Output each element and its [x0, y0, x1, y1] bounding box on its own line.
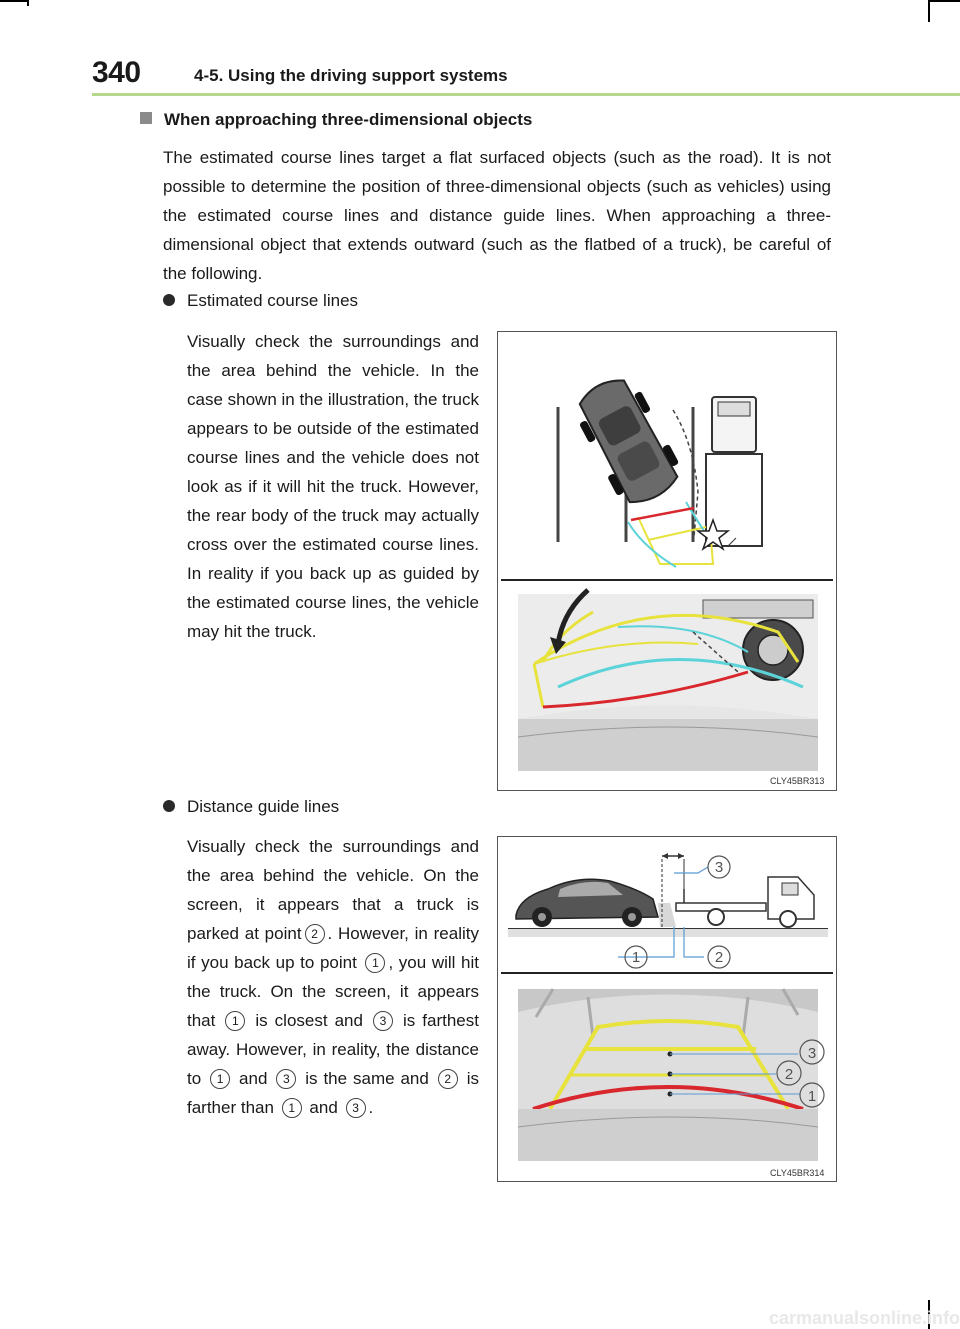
text-segment: . However, in reality if you back up to point [187, 924, 479, 972]
point-1-marker: 1 [210, 1069, 230, 1089]
car-top-icon [567, 369, 687, 512]
figure-1-illustration [498, 332, 836, 790]
section-title: 4-5. Using the driving support systems [194, 66, 508, 85]
text-segment: , you will hit the truck. On the screen, it appears that [187, 953, 479, 1030]
car-side-icon [516, 879, 658, 927]
text-segment: and [239, 1069, 268, 1088]
point-2-label: 2 [714, 949, 724, 966]
bullet-dot-icon [163, 294, 175, 306]
truck-side-icon [676, 877, 814, 927]
point-1-label: 1 [631, 949, 641, 966]
crop-mark [930, 0, 960, 2]
text-segment: Visually check the surroundings and the area behind the vehicle. On the screen, it appears that a truck is parked at point [187, 837, 479, 943]
point-1-marker: 1 [225, 1011, 245, 1031]
header-divider [92, 93, 960, 96]
point-1-marker: 1 [365, 953, 385, 973]
bullet-title: Estimated course lines [187, 291, 359, 310]
point-2-marker: 2 [438, 1069, 458, 1089]
text-segment: . [368, 1098, 374, 1117]
point-3-label: 3 [807, 1045, 817, 1062]
page-header [92, 52, 922, 92]
point-1-marker: 1 [282, 1098, 302, 1118]
page-number: 340 [92, 56, 141, 89]
bullet-title: Distance guide lines [187, 797, 340, 816]
heading-text: When approaching three-dimensional objects [164, 110, 533, 129]
bullet-distance-guide-lines [163, 797, 339, 817]
figure-code: CLY45BR313 [770, 776, 825, 786]
text-segment: is farther than [187, 1069, 479, 1117]
crop-mark [928, 0, 930, 22]
bullet-estimated-course-lines [163, 291, 358, 311]
point-3-marker: 3 [373, 1011, 393, 1031]
text-segment: is the same and [305, 1069, 429, 1088]
intro-paragraph: The estimated course lines target a flat surfaced objects (such as the road). It is not possible to determine the position of three-dimensional objects (such as vehicles) using the estimated course lines and distance guide lines. When approaching a three-dimensional object that extends outward (such as the flatbed of a truck), be careful of the following. [163, 148, 831, 283]
crop-mark [27, 0, 29, 6]
figure-code: CLY45BR314 [770, 1168, 825, 1178]
figure-2-illustration [498, 837, 836, 1181]
bullet-dot-icon [163, 800, 175, 812]
point-3-label: 3 [714, 859, 724, 876]
text-segment: is closest and [255, 1011, 363, 1030]
point-2-label: 2 [784, 1066, 794, 1083]
bullet1-paragraph: Visually check the surroundings and the area behind the vehicle. In the case shown in the illustration, the truck appears to be outside of the estimated course lines and the vehicle does not look as if it will hit the truck. However, the rear body of the truck may actually cross over the estimated course lines. In reality if you back up as guided by the estimated course lines, the vehicle may hit the truck. [187, 332, 479, 641]
point-1-label: 1 [807, 1088, 817, 1105]
subsection-heading [140, 110, 532, 130]
point-3-marker: 3 [346, 1098, 366, 1118]
text-segment: is farthest away. However, in reality, the distance to [187, 1011, 479, 1088]
crop-mark [0, 0, 27, 2]
point-2-marker: 2 [305, 924, 325, 944]
point-3-marker: 3 [276, 1069, 296, 1089]
text-segment: and [309, 1098, 338, 1117]
figure-distance-guide-lines [497, 836, 837, 1182]
square-bullet-icon [140, 112, 152, 124]
watermark: carmanualsonline.info [768, 1308, 960, 1328]
figure-estimated-course-lines [497, 331, 837, 791]
bullet2-paragraph [187, 832, 479, 1122]
